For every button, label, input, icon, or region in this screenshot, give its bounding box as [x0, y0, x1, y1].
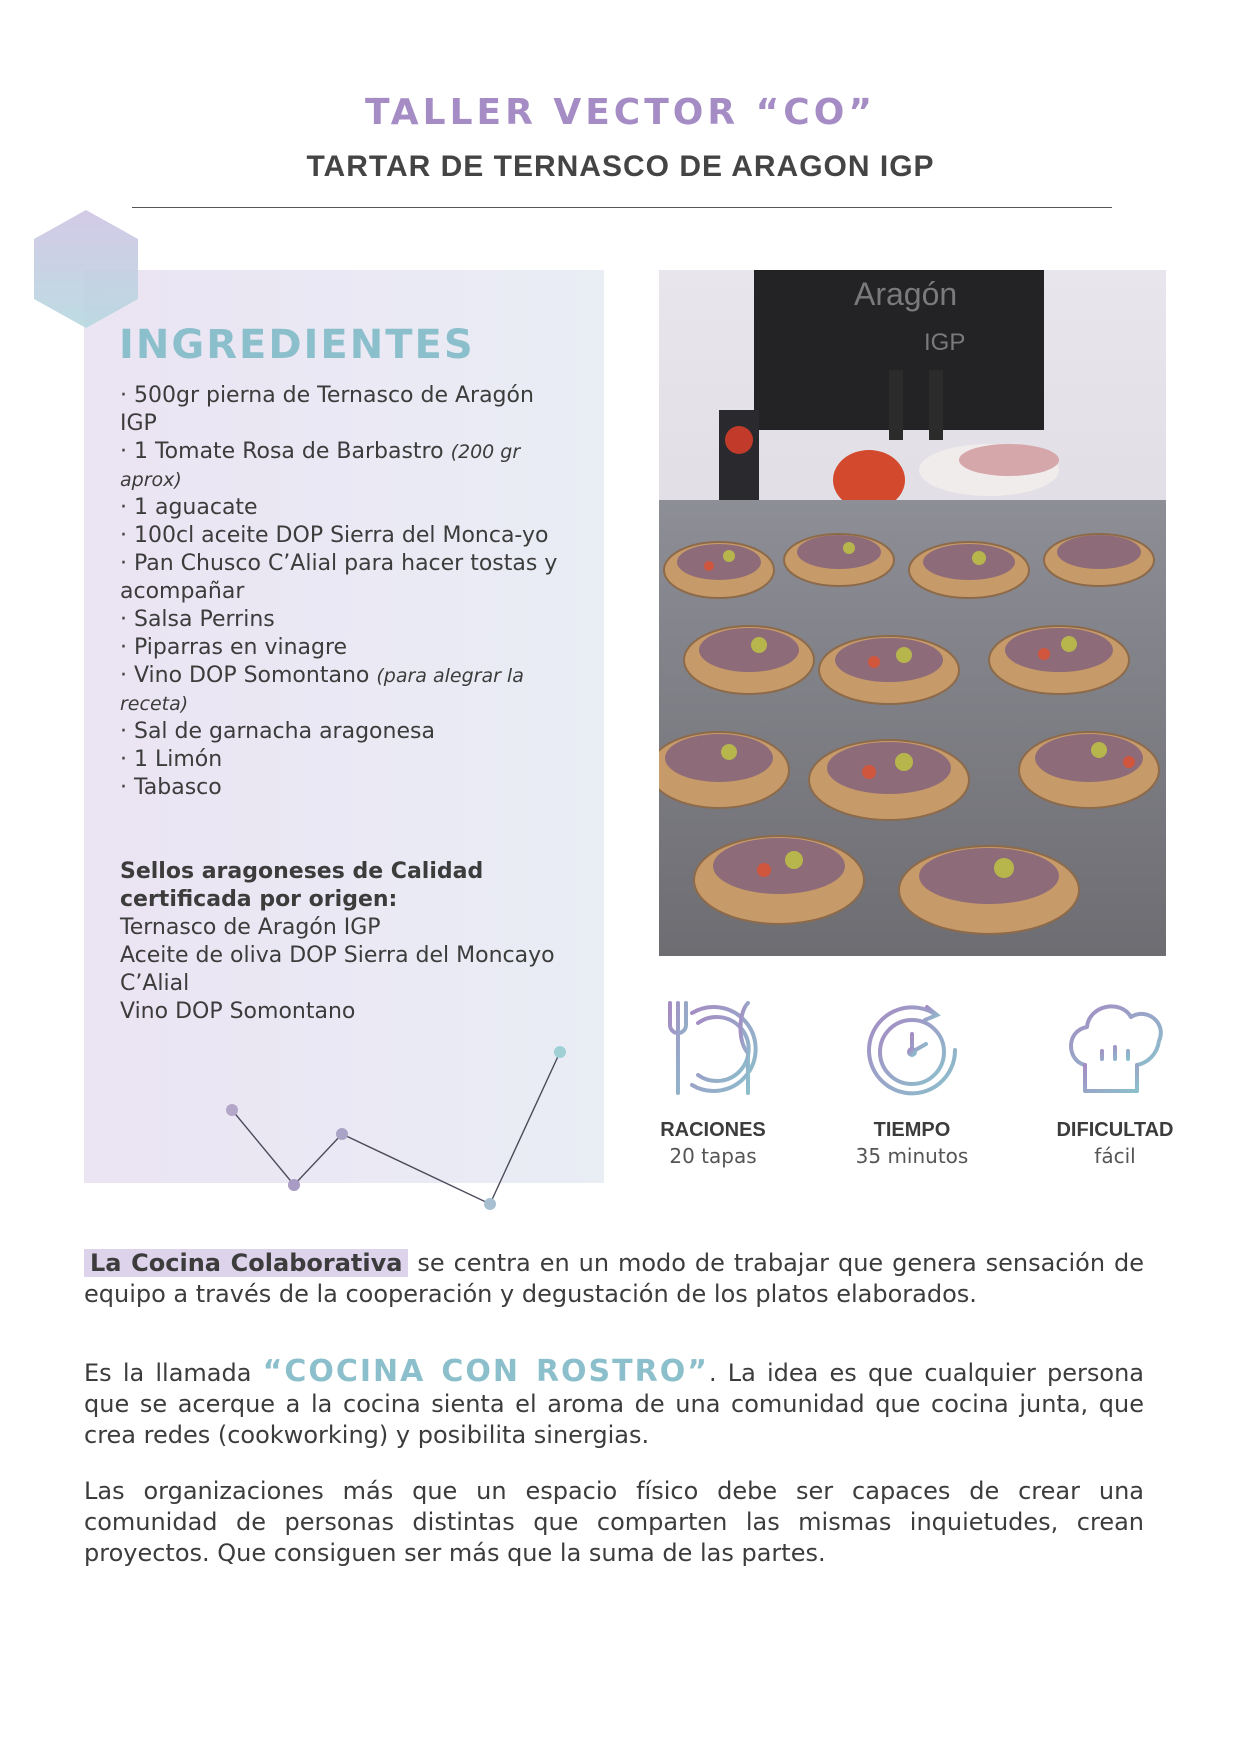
paragraph-organizations: Las organizaciones más que un espacio físico debe ser capaces de crear una comunidad de personas distintas que comparten las mismas inquietudes, crean proyectos. Que consiguen ser más que la suma de las partes. [84, 1477, 1144, 1567]
seal-item: C’Alial [120, 971, 190, 996]
dish-photo [659, 270, 1166, 956]
ingredient-list [120, 382, 575, 802]
paragraph-collaborative: La Cocina Colaborativa se centra en un modo de trabajar que genera sensación de equipo a través de la cooperación y degustación de los platos elaborados. [84, 1249, 1145, 1308]
list-item: · Piparras en vinagre [120, 635, 348, 660]
list-item: · Sal de garnacha aragonesa [120, 719, 435, 744]
plate-cutlery-icon [658, 995, 768, 1105]
list-item: · Pan Chusco C’Alial para hacer tostas y acompañar [120, 551, 558, 604]
clock-icon [857, 995, 967, 1105]
highlight-term: “COCINA CON ROSTRO” [262, 1354, 709, 1389]
board-text: IGP [924, 329, 966, 356]
paragraph-rostro: Es la llamada “COCINA CON ROSTRO”. La idea es que cualquier persona que se acerque a la cocina sienta el aroma de una comunidad que cocina junta, que crea redes (cookworking) y posibilita sinergias. [84, 1354, 1145, 1449]
header-divider [132, 207, 1112, 208]
list-item: · 1 aguacate [120, 495, 258, 520]
ingredients-heading: INGREDIENTES [119, 322, 475, 368]
stat-value: fácil [1094, 1144, 1136, 1168]
quality-seals [120, 858, 575, 1026]
seal-item: Vino DOP Somontano [120, 999, 356, 1024]
highlight-term: La Cocina Colaborativa [84, 1249, 408, 1277]
list-item: · 1 Tomate Rosa de Barbastro (200 gr aprox) [120, 439, 521, 491]
list-item: · Salsa Perrins [120, 607, 275, 632]
list-item: · Vino DOP Somontano (para alegrar la receta) [120, 663, 524, 715]
stat-label: DIFICULTAD [1056, 1119, 1174, 1141]
workshop-title: TALLER VECTOR “CO” [365, 92, 876, 133]
list-item: · 1 Limón [120, 747, 223, 772]
difficulty-stat [1030, 995, 1200, 1168]
seal-item: Aceite de oliva DOP Sierra del Moncayo [120, 943, 555, 968]
list-item: · 500gr pierna de Ternasco de Aragón IGP [120, 383, 534, 436]
list-item: · 100cl aceite DOP Sierra del Monca-yo [120, 523, 549, 548]
line-decoration [220, 1040, 580, 1210]
chef-hat-icon [1060, 995, 1170, 1105]
recipe-title: TARTAR DE TERNASCO DE ARAGON IGP [306, 150, 935, 183]
seal-item: Ternasco de Aragón IGP [120, 915, 381, 940]
stat-label: TIEMPO [873, 1119, 951, 1141]
stat-value: 35 minutos [855, 1144, 969, 1168]
hexagon-decoration [34, 210, 138, 328]
board-text: Aragón [854, 276, 958, 312]
stat-value: 20 tapas [669, 1144, 757, 1168]
servings-stat [628, 995, 798, 1168]
list-item: · Tabasco [120, 775, 222, 800]
stat-label: RACIONES [660, 1119, 766, 1141]
time-stat [827, 995, 997, 1168]
seals-heading: Sellos aragoneses de Calidad certificada por origen: [120, 859, 484, 912]
